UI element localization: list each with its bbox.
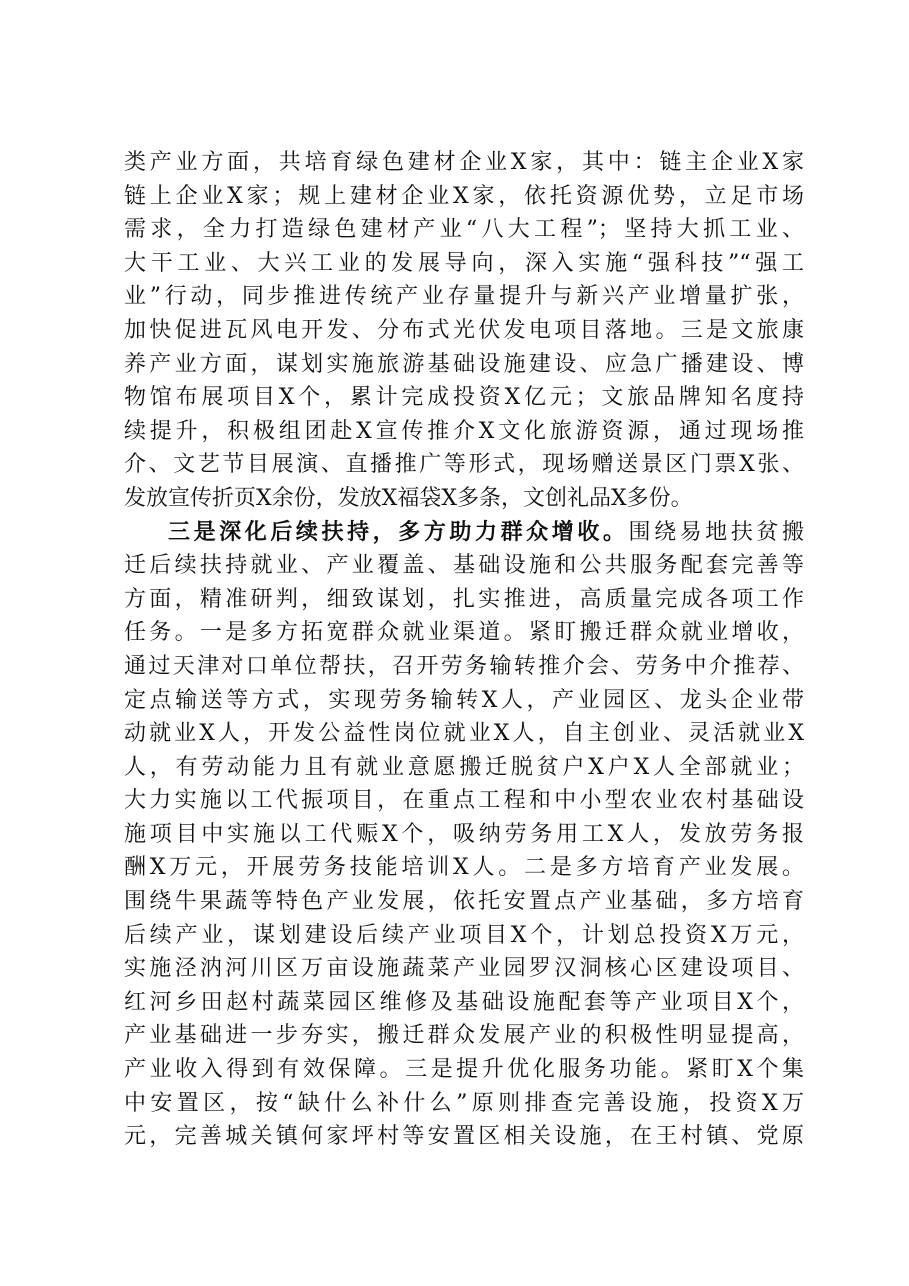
body-text <box>124 146 804 1154</box>
text-line: 酬X万元，开展劳务技能培训X人。二是多方培育产业发展。 <box>124 855 804 881</box>
text-line: 续提升，积极组团赴X宣传推介X文化旅游资源，通过现场推 <box>124 418 804 444</box>
paragraph-1 <box>124 146 804 516</box>
text-line: 实施泾汭河川区万亩设施蔬菜产业园罗汉洞核心区建设项目、 <box>124 956 804 982</box>
paragraph-lead-rest: 围绕易地扶贫搬 <box>628 519 804 545</box>
text-line: 业”行动，同步推进传统产业存量提升与新兴产业增量扩张， <box>124 284 804 310</box>
paragraph-2 <box>124 516 804 1154</box>
text-line: 养产业方面，谋划实施旅游基础设施建设、应急广播建设、博 <box>124 351 804 377</box>
text-line: 红河乡田赵村蔬菜园区维修及基础设施配套等产业项目X个， <box>124 989 804 1015</box>
text-line: 加快促进瓦风电开发、分布式光伏发电项目落地。三是文旅康 <box>124 317 804 343</box>
text-line: 定点输送等方式，实现劳务输转X人，产业园区、龙头企业带 <box>124 687 804 713</box>
text-line: 任务。一是多方拓宽群众就业渠道。紧盯搬迁群众就业增收， <box>124 620 804 646</box>
paragraph-first-line <box>124 516 804 550</box>
text-line: 大干工业、大兴工业的发展导向，深入实施“强科技”“强工 <box>124 250 804 276</box>
text-line: 方面，精准研判，细致谋划，扎实推进，高质量完成各项工作 <box>124 586 804 612</box>
text-line: 链上企业X家；规上建材企业X家，依托资源优势，立足市场 <box>124 183 804 209</box>
text-line: 后续产业，谋划建设后续产业项目X个，计划总投资X万元， <box>124 922 804 948</box>
text-line: 产业收入得到有效保障。三是提升优化服务功能。紧盯X个集 <box>124 1057 804 1083</box>
text-line: 物馆布展项目X个，累计完成投资X亿元；文旅品牌知名度持 <box>124 385 804 411</box>
text-line: 需求，全力打造绿色建材产业“八大工程”；坚持大抓工业、 <box>124 217 804 243</box>
text-line: 施项目中实施以工代赈X个，吸纳劳务用工X人，发放劳务报 <box>124 821 804 847</box>
text-line: 中安置区，按“缺什么补什么”原则排查完善设施，投资X万 <box>124 1090 804 1116</box>
text-line: 围绕牛果蔬等特色产业发展，依托安置点产业基础，多方培育 <box>124 889 804 915</box>
text-line: 介、文艺节目展演、直播推广等形式，现场赠送景区门票X张、 <box>124 452 804 478</box>
text-line: 动就业X人，开发公益性岗位就业X人，自主创业、灵活就业X <box>124 721 804 747</box>
text-line: 类产业方面，共培育绿色建材企业X家，其中：链主企业X家 <box>124 150 804 175</box>
text-line: 人，有劳动能力且有就业意愿搬迁脱贫户X户X人全部就业； <box>124 754 804 780</box>
paragraph-lead-heading: 三是深化后续扶持，多方助力群众增收。 <box>168 519 629 545</box>
text-line: 产业基础进一步夯实，搬迁群众发展产业的积极性明显提高， <box>124 1023 804 1049</box>
text-line: 通过天津对口单位帮扶，召开劳务输转推介会、劳务中介推荐、 <box>124 653 804 679</box>
text-line: 元，完善城关镇何家坪村等安置区相关设施，在王村镇、党原 <box>124 1124 804 1150</box>
text-line: 发放宣传折页X余份，发放X福袋X多条，文创礼品X多份。 <box>124 485 693 511</box>
text-line: 迁后续扶持就业、产业覆盖、基础设施和公共服务配套完善等 <box>124 553 804 579</box>
text-line: 大力实施以工代振项目，在重点工程和中小型农业农村基础设 <box>124 788 804 814</box>
